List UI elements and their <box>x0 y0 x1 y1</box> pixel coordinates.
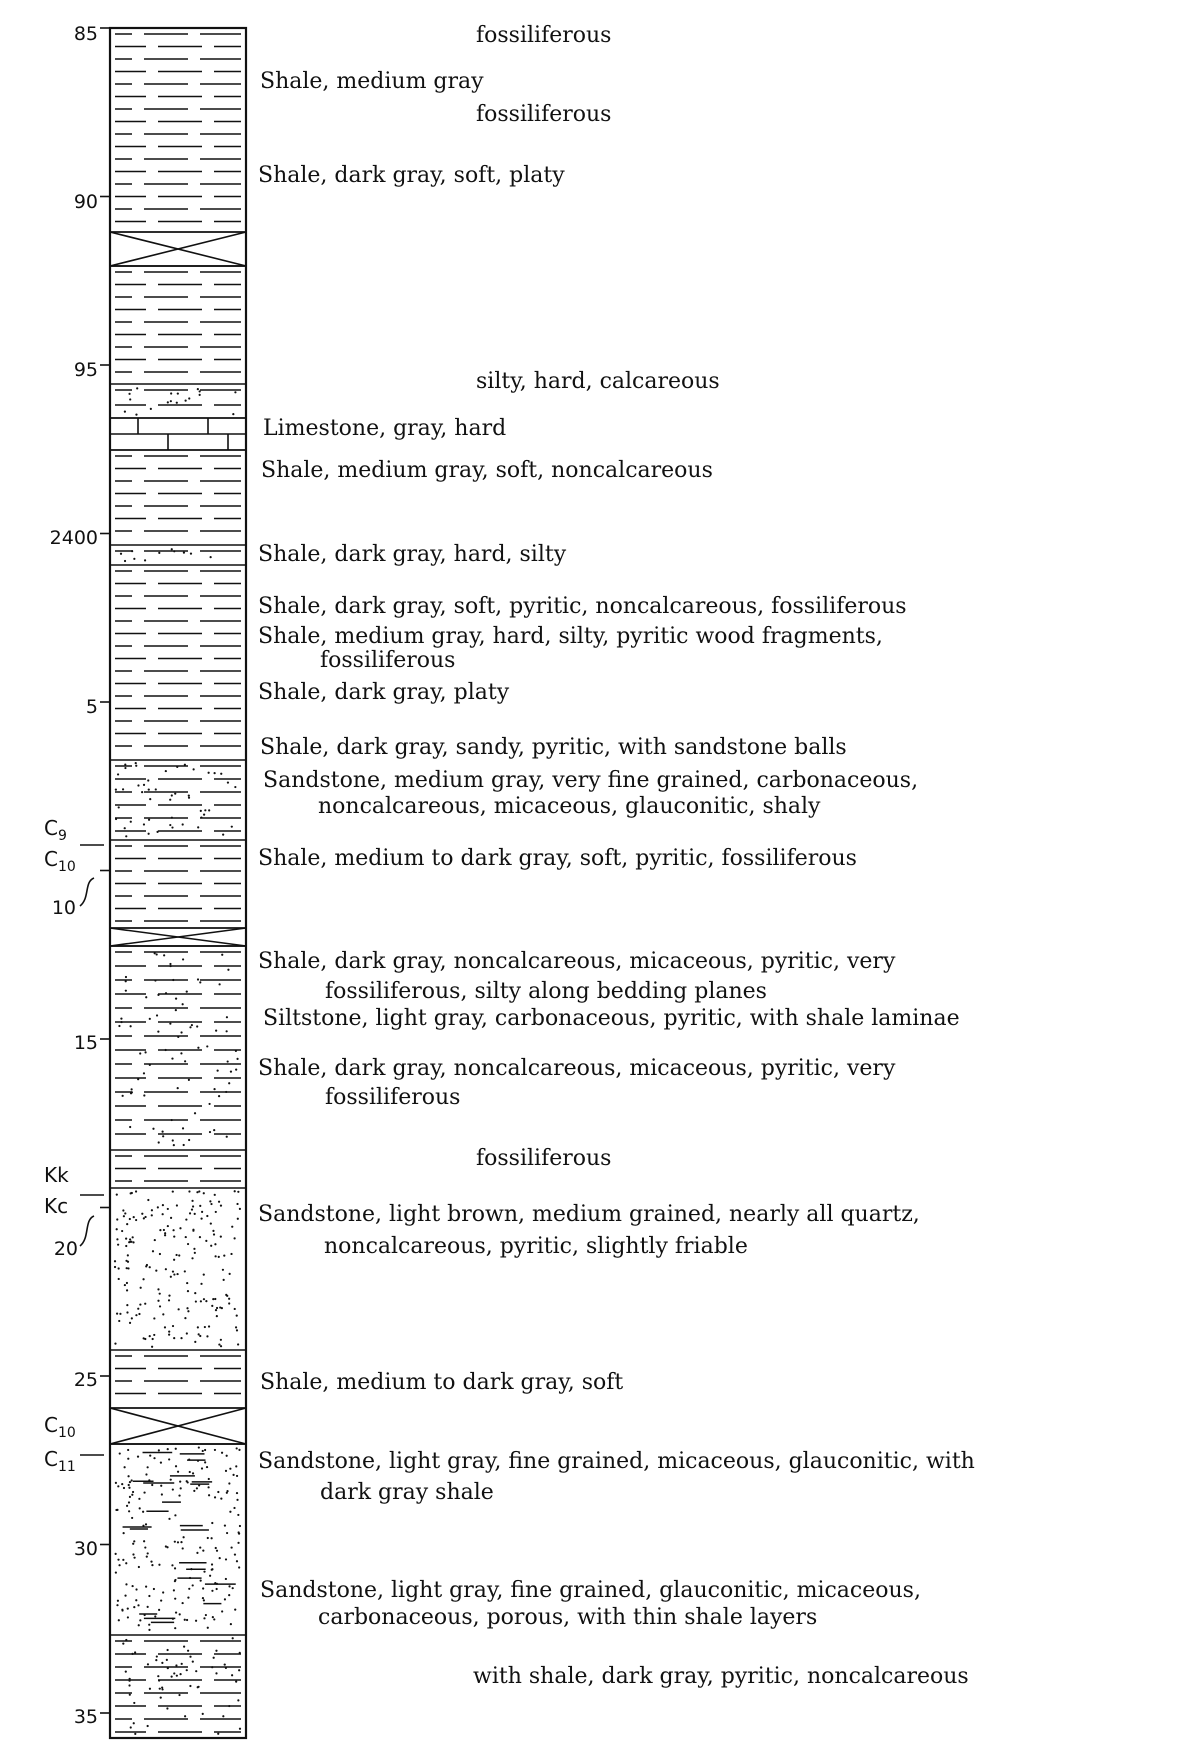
depth-label-2400: 2400 <box>49 527 98 549</box>
description-17: Shale, dark gray, noncalcareous, micaceous, pyritic, very fossiliferous <box>258 1056 896 1110</box>
description-14: Shale, medium to dark gray, soft, pyritic, fossiliferous <box>258 846 857 871</box>
lithology-unit <box>110 760 246 837</box>
depth-label-10: 10 <box>51 897 76 919</box>
description-20: Shale, medium to dark gray, soft <box>260 1370 624 1395</box>
description-15: Shale, dark gray, noncalcareous, micaceous, pyritic, very fossiliferous, silty along bedding planes <box>258 949 896 1004</box>
depth-label-20: 20 <box>53 1238 78 1260</box>
depth-label-15: 15 <box>73 1032 98 1054</box>
lithology-unit <box>110 1408 246 1444</box>
lithology-unit <box>110 565 246 746</box>
depth-label-85: 85 <box>73 23 98 45</box>
contact-mark-c10-lower: $C_{10}$ <box>44 1413 76 1441</box>
depth-label-25: 25 <box>73 1369 98 1391</box>
lithology-unit <box>110 1188 246 1348</box>
lithology-unit <box>110 1350 246 1394</box>
depth-label-35: 35 <box>73 1706 98 1728</box>
description-11: Shale, dark gray, platy <box>258 680 510 705</box>
lithology-unit <box>110 545 246 562</box>
lithology-unit <box>110 1150 246 1181</box>
description-2: Shale, medium gray <box>260 69 484 94</box>
lithology-unit <box>115 34 241 222</box>
lithology-unit <box>110 1444 246 1631</box>
description-6: Limestone, gray, hard <box>263 416 507 441</box>
depth-label-90: 90 <box>73 191 98 213</box>
description-19: Sandstone, light brown, medium grained, nearly all quartz, noncalcareous, pyritic, slightly friable <box>258 1202 920 1259</box>
description-13: Sandstone, medium gray, very fine grained, carbonaceous, noncalcareous, micaceous, glauconitic, shaly <box>263 768 919 819</box>
contact-mark-c11: $C_{11}$ <box>44 1447 76 1475</box>
lithology-unit <box>110 450 246 531</box>
depth-connector <box>80 878 94 906</box>
contact-mark-c10-upper: $C_{10}$ <box>44 847 76 875</box>
description-10: Shale, medium gray, hard, silty, pyritic wood fragments, fossiliferous <box>258 624 883 673</box>
description-4: Shale, dark gray, soft, platy <box>258 163 565 188</box>
lithology-unit <box>110 418 246 450</box>
description-18: fossiliferous <box>476 1146 612 1171</box>
depth-label-5: 5 <box>85 696 98 718</box>
description-9: Shale, dark gray, soft, pyritic, noncalcareous, fossiliferous <box>258 594 907 619</box>
description-8: Shale, dark gray, hard, silty <box>258 542 567 567</box>
description-1: fossiliferous <box>476 23 612 48</box>
lithology-unit <box>110 946 246 1146</box>
lithology-unit <box>110 1635 246 1735</box>
contact-mark-kk: Kk <box>44 1163 69 1187</box>
description-22: Sandstone, light gray, fine grained, glauconitic, micaceous, carbonaceous, porous, with thin shale layers <box>260 1578 921 1630</box>
depth-connector <box>80 1216 94 1246</box>
description-16: Siltstone, light gray, carbonaceous, pyritic, with shale laminae <box>263 1006 960 1031</box>
depth-label-30: 30 <box>73 1538 98 1560</box>
description-12: Shale, dark gray, sandy, pyritic, with sandstone balls <box>260 735 847 760</box>
lithology-patterns <box>110 34 246 1735</box>
depth-label-95: 95 <box>73 359 98 381</box>
lithology-unit <box>110 232 246 266</box>
description-21: Sandstone, light gray, fine grained, micaceous, glauconitic, with dark gray shale <box>258 1449 975 1505</box>
contact-mark-kc: Kc <box>44 1194 69 1218</box>
contact-mark-c9: $C_9$ <box>44 816 67 844</box>
description-3: fossiliferous <box>476 102 612 127</box>
description-7: Shale, medium gray, soft, noncalcareous <box>261 458 713 483</box>
lithology-unit <box>110 840 246 921</box>
lithology-unit <box>110 266 246 372</box>
description-23: with shale, dark gray, pyritic, noncalcareous <box>473 1664 969 1689</box>
lithology-unit <box>110 384 246 416</box>
lithology-unit <box>110 928 246 946</box>
description-5: silty, hard, calcareous <box>476 369 720 394</box>
depth-scale <box>80 28 110 1713</box>
